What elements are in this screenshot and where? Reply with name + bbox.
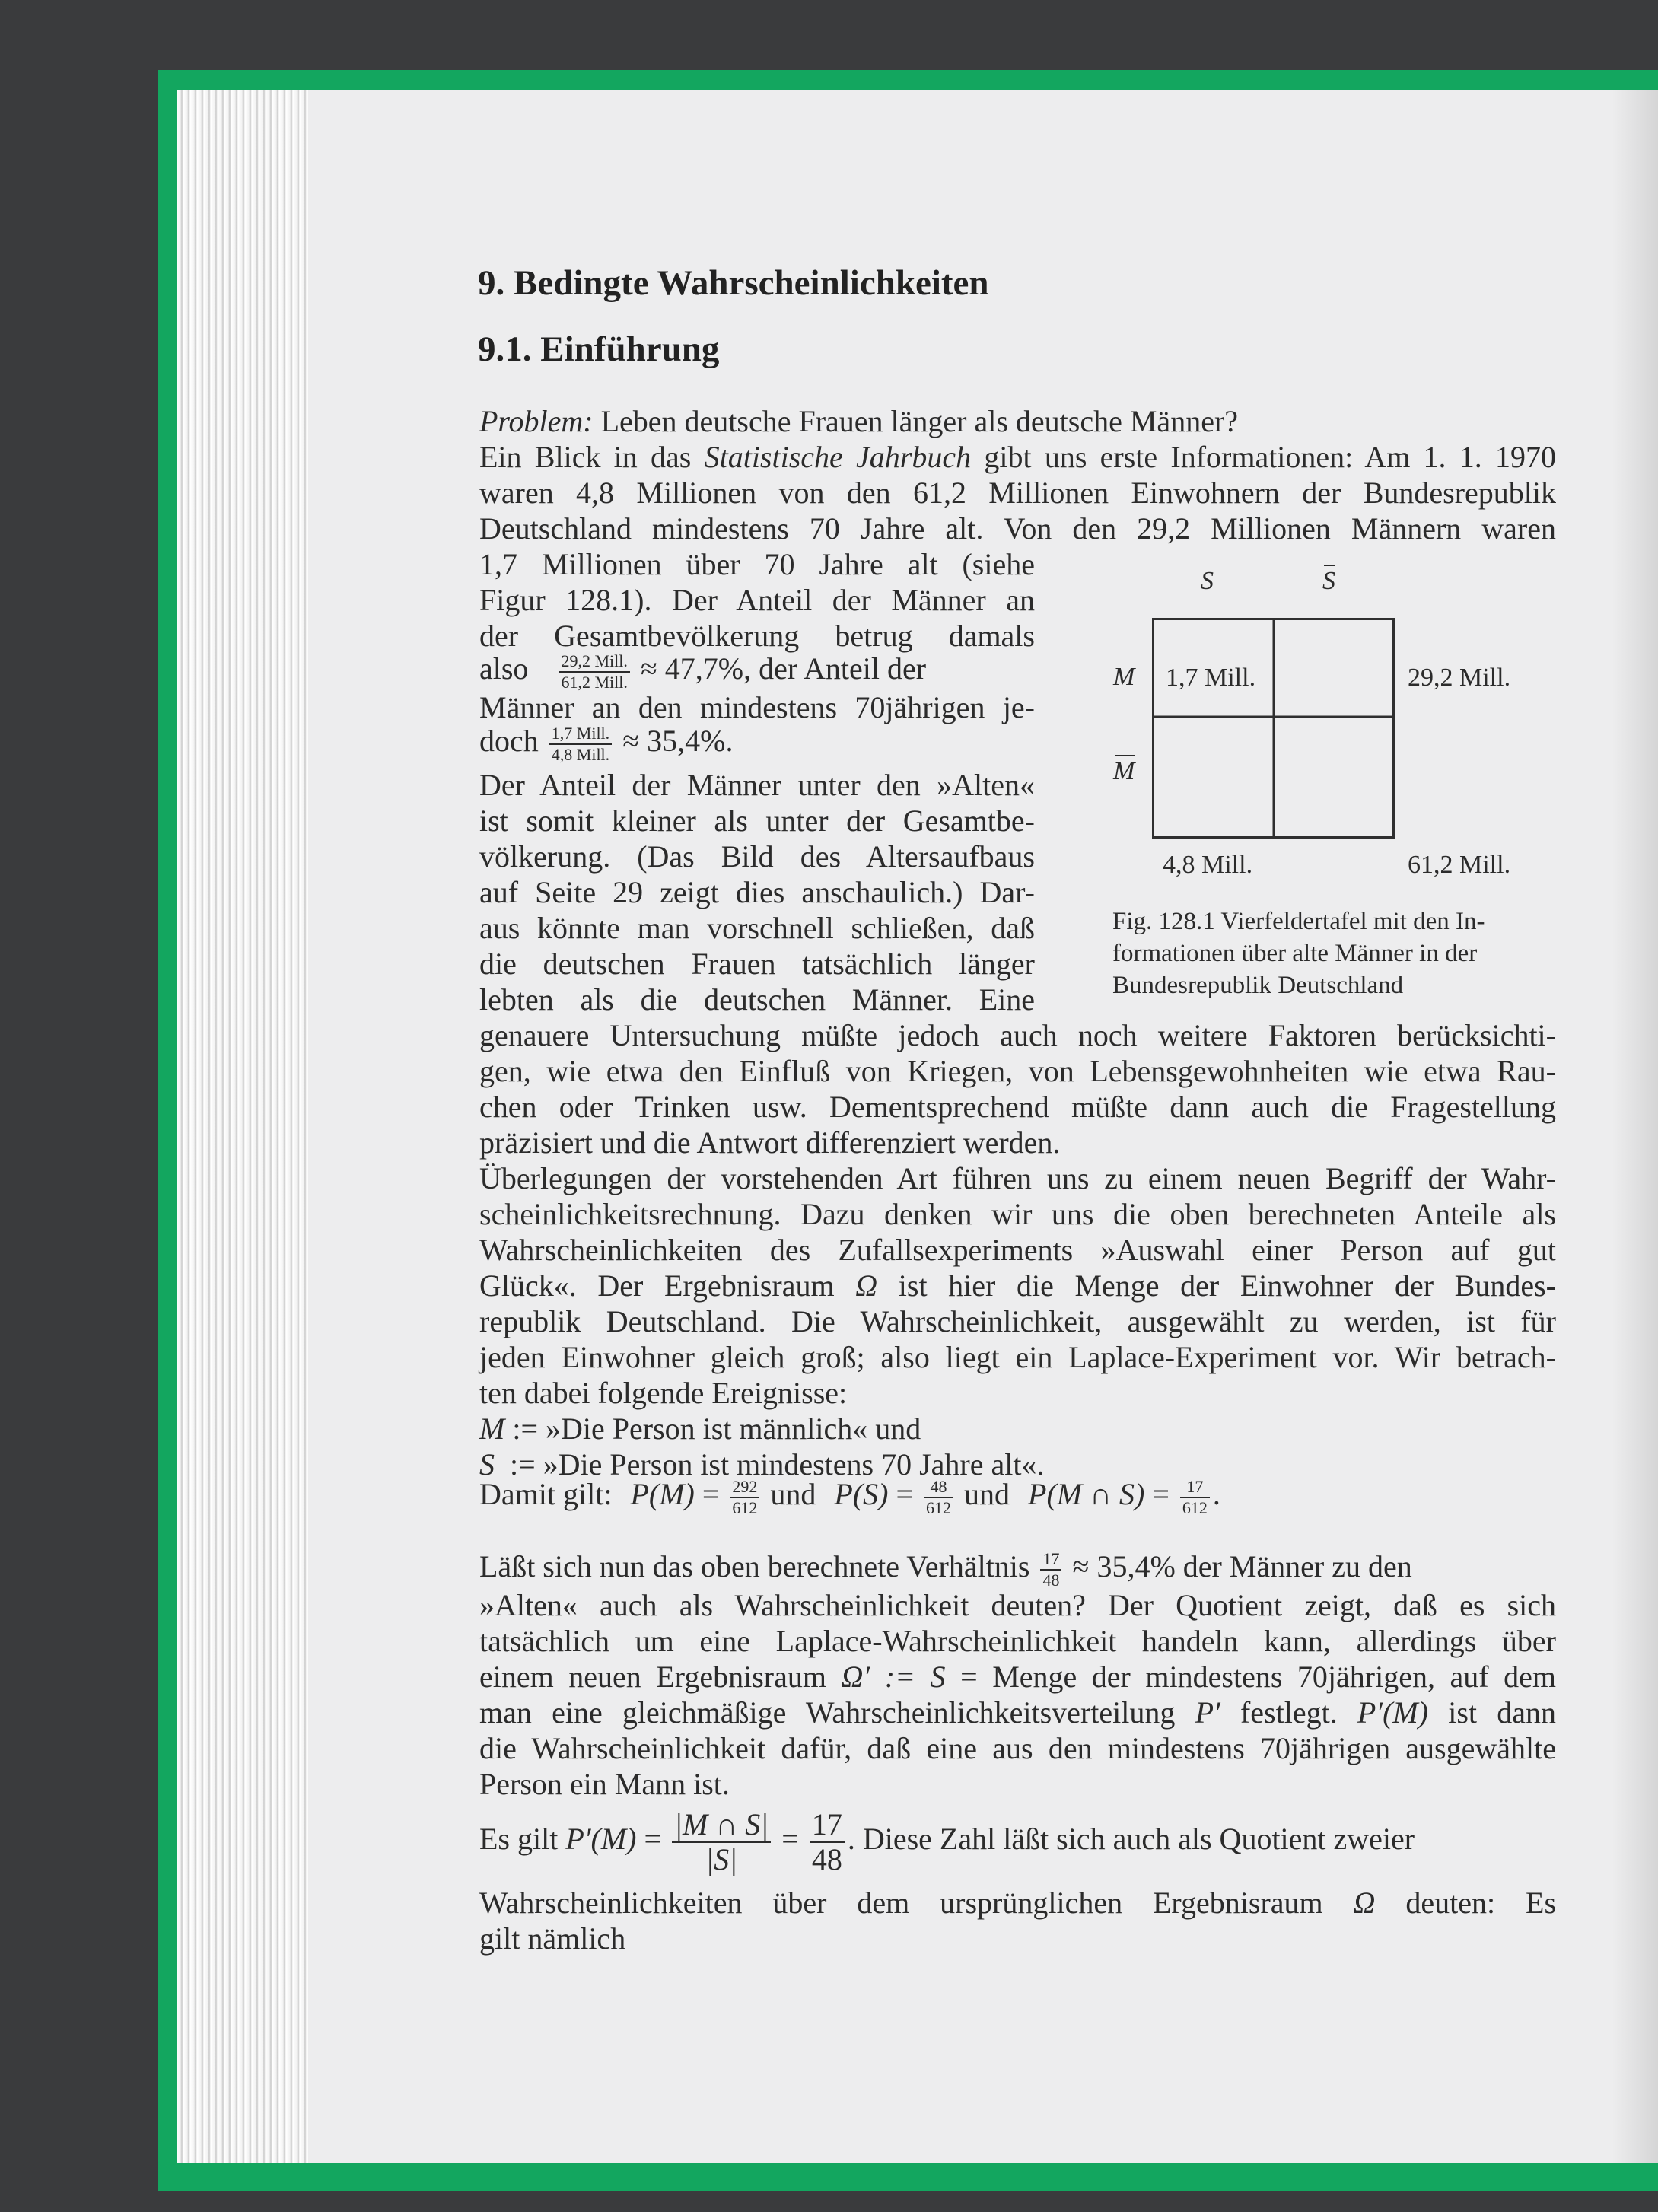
text-line: [479, 1476, 1556, 1517]
text-span: Damit gilt:: [479, 1477, 613, 1511]
figure-caption-line: formationen über alte Männer in der: [1112, 940, 1478, 967]
text-span: Es gilt: [479, 1822, 566, 1857]
text-span: ist hier die Menge der Einwohner der Bundes-: [877, 1268, 1556, 1303]
text-span: und: [956, 1477, 1018, 1511]
text-span: deuten: Es: [1375, 1886, 1557, 1920]
page-gutter-shadow: [1612, 90, 1658, 2163]
text-span: := »Die Person ist mindestens 70 Jahre alt«.: [495, 1447, 1045, 1482]
row-label-m-bar: [1113, 757, 1135, 786]
text-line: der Gesamtbevölkerung betrug damals: [479, 619, 1035, 653]
text-line: gen, wie etwa den Einfluß von Kriegen, von Lebensgewohnheiten wie etwa Rau-: [479, 1054, 1556, 1088]
fraction-numerator: |M ∩ S|: [672, 1809, 771, 1843]
cell-m-s: 1,7 Mill.: [1166, 664, 1256, 692]
text-span: ≈ 35,4%.: [622, 724, 734, 758]
event-s: S: [479, 1447, 495, 1482]
fraction-numerator: 1,7 Mill.: [549, 725, 612, 745]
text-line: [479, 651, 1035, 691]
text-line: »Alten« auch als Wahrscheinlichkeit deuten? Der Quotient zeigt, daß es sich: [479, 1588, 1556, 1622]
text-line: die Wahrscheinlichkeit dafür, daß eine aus den mindestens 70jährigen ausgewählte: [479, 1731, 1556, 1765]
text-italic: P′: [1195, 1695, 1220, 1730]
text-line: genauere Untersuchung müßte jedoch auch noch weitere Faktoren berücksichti-: [479, 1018, 1556, 1052]
text-span: doch: [479, 724, 539, 758]
text-line: jeden Einwohner gleich groß; also liegt ein Laplace-Experiment vor. Wir betrach-: [479, 1340, 1556, 1374]
page-edges: [177, 90, 317, 2163]
text-line: [479, 1695, 1556, 1730]
row-label-m-text: M: [1113, 663, 1135, 691]
text-italic: P(M ∩ S): [1028, 1477, 1145, 1511]
text-span: und: [762, 1477, 824, 1511]
text-line: gilt nämlich: [479, 1921, 626, 1956]
text-span: ≈ 47,7%, der Anteil der: [640, 651, 927, 686]
text-italic: P′(M): [565, 1822, 637, 1857]
fraction: [1040, 1548, 1061, 1590]
text-line: [479, 439, 1556, 475]
fraction: [559, 653, 629, 691]
text-line: [479, 1268, 1556, 1303]
text-span: =: [888, 1477, 921, 1511]
text-line: [479, 1885, 1556, 1921]
text-italic: P′(M): [1357, 1695, 1429, 1730]
col-label-s-bar-text: S: [1322, 567, 1335, 595]
section-title: 9.1. Einführung: [478, 329, 720, 369]
text-line: lebten als die deutschen Männer. Eine: [479, 982, 1035, 1017]
text-line: präzisiert und die Antwort differenziert werden.: [479, 1125, 1061, 1160]
text-italic: P(M): [630, 1477, 695, 1511]
col-total-s: 4,8 Mill.: [1163, 851, 1253, 879]
text-span: =: [774, 1822, 807, 1857]
text-span: Leben deutsche Frauen länger als deutsche Männer?: [593, 404, 1239, 438]
text-span: := »Die Person ist männlich« und: [504, 1412, 921, 1446]
fraction-denominator: 61,2 Mill.: [561, 672, 628, 692]
text-line: [479, 403, 1556, 439]
fraction-denominator: 612: [1182, 1497, 1208, 1517]
text-line: 1,7 Millionen über 70 Jahre alt (siehe: [479, 547, 1035, 581]
text-line: chen oder Trinken usw. Dementsprechend müßte dann auch die Fragestellung: [479, 1090, 1556, 1124]
text-span: =: [1144, 1477, 1177, 1511]
col-label-s-bar: [1322, 567, 1335, 596]
text-line: Der Anteil der Männer unter den »Alten«: [479, 768, 1035, 802]
text-line: auf Seite 29 zeigt dies anschaulich.) Dar-: [479, 875, 1035, 909]
text-line: Deutschland mindestens 70 Jahre alt. Von den 29,2 Millionen Männern waren: [479, 511, 1556, 546]
text-line: Person ein Mann ist.: [479, 1767, 730, 1801]
omega-symbol: Ω: [1353, 1886, 1376, 1920]
text-line: tatsächlich um eine Laplace-Wahrscheinlichkeit handeln kann, allerdings über: [479, 1624, 1556, 1658]
text-span: Glück«. Der Ergebnisraum: [479, 1268, 856, 1303]
fraction-denominator: |S|: [705, 1842, 738, 1876]
omega-symbol: Ω: [855, 1268, 878, 1303]
fraction-denominator: 612: [926, 1497, 952, 1517]
text-line: Überlegungen der vorstehenden Art führen uns zu einem neuen Begriff der Wahr-: [479, 1161, 1556, 1195]
text-line: Figur 128.1). Der Anteil der Männer an: [479, 583, 1035, 617]
row-label-m-bar-text: M: [1113, 757, 1135, 785]
text-italic: Ω′ := S: [841, 1660, 946, 1694]
text-line: [479, 1809, 1556, 1875]
text-span: ≈ 35,4% der Männer zu den: [1072, 1549, 1412, 1583]
text-line: die deutschen Frauen tatsächlich länger: [479, 947, 1035, 981]
text-span: ist dann: [1428, 1695, 1556, 1730]
fraction: [1180, 1478, 1210, 1517]
text-line: republik Deutschland. Die Wahrscheinlichkeit, ausgewählt zu werden, ist für: [479, 1304, 1556, 1338]
text-span: Läßt sich nun das oben berechnete Verhältnis: [479, 1549, 1030, 1583]
col-label-s: [1201, 567, 1214, 596]
text-line: völkerung. (Das Bild des Altersaufbaus: [479, 839, 1035, 874]
fraction-denominator: 4,8 Mill.: [551, 744, 610, 764]
text-line: [479, 1659, 1556, 1695]
text-span: .: [1212, 1477, 1220, 1511]
text-line: ten dabei folgende Ereignisse:: [479, 1376, 848, 1410]
text-line: waren 4,8 Millionen von den 61,2 Millionen Einwohnern der Bundesrepublik: [479, 476, 1556, 510]
fraction-numerator: 29,2 Mill.: [559, 653, 629, 673]
fraction-numerator: 17: [810, 1809, 845, 1843]
event-m: M: [479, 1412, 505, 1446]
text-span: . Diese Zahl läßt sich auch als Quotient zweier: [847, 1822, 1415, 1857]
fraction-numerator: 292: [730, 1478, 759, 1498]
text-italic: Statistische Jahrbuch: [704, 440, 972, 474]
fraction-numerator: 17: [1040, 1551, 1061, 1571]
problem-label: Problem:: [479, 404, 594, 438]
fraction: [549, 725, 612, 763]
four-field-table: [1152, 618, 1395, 839]
fraction-numerator: 48: [924, 1478, 953, 1498]
fraction-denominator: 612: [732, 1497, 758, 1517]
text-italic: P(S): [834, 1477, 889, 1511]
text-span: =: [636, 1822, 670, 1857]
figure-caption-line: Fig. 128.1 Vierfeldertafel mit den In-: [1112, 908, 1485, 935]
col-label-s-text: S: [1201, 567, 1214, 595]
fraction-denominator: 48: [1042, 1570, 1060, 1590]
text-span: Wahrscheinlichkeiten über dem ursprünglichen Ergebnisraum: [479, 1886, 1354, 1920]
text-line: Männer an den mindestens 70jährigen je-: [479, 690, 1035, 724]
chapter-title: 9. Bedingte Wahrscheinlichkeiten: [478, 263, 989, 303]
row-total-m: 29,2 Mill.: [1408, 664, 1511, 692]
fraction: [730, 1478, 759, 1517]
row-label-m: [1113, 663, 1135, 692]
text-line: aus könnte man vorschnell schließen, daß: [479, 911, 1035, 945]
fraction-numerator: 17: [1180, 1478, 1210, 1498]
fraction: [924, 1478, 953, 1517]
text-span: einem neuen Ergebnisraum: [479, 1660, 842, 1694]
fraction: [672, 1809, 771, 1875]
text-span: gibt uns erste Informationen: Am 1. 1. 1970: [971, 440, 1557, 474]
text-line: Wahrscheinlichkeiten des Zufallsexperiments »Auswahl einer Person auf gut: [479, 1233, 1556, 1267]
text-line: [479, 723, 1035, 763]
text-line: scheinlichkeitsrechnung. Dazu denken wir uns die oben berechneten Anteile als: [479, 1197, 1556, 1231]
text-line: [479, 1411, 1556, 1447]
text-line: ist somit kleiner als unter der Gesamtbe-: [479, 804, 1035, 838]
grand-total: 61,2 Mill.: [1408, 851, 1511, 879]
text-span: also: [479, 651, 529, 686]
text-span: =: [694, 1477, 727, 1511]
text-span: festlegt.: [1220, 1695, 1357, 1730]
fraction-denominator: 48: [811, 1842, 842, 1876]
text-span: = Menge der mindestens 70jährigen, auf dem: [945, 1660, 1556, 1694]
text-span: man eine gleichmäßige Wahrscheinlichkeitsverteilung: [479, 1695, 1195, 1730]
text-line: [479, 1548, 1556, 1589]
fraction: [810, 1809, 845, 1875]
text-span: Ein Blick in das: [479, 440, 705, 474]
figure-caption-line: Bundesrepublik Deutschland: [1112, 972, 1404, 999]
